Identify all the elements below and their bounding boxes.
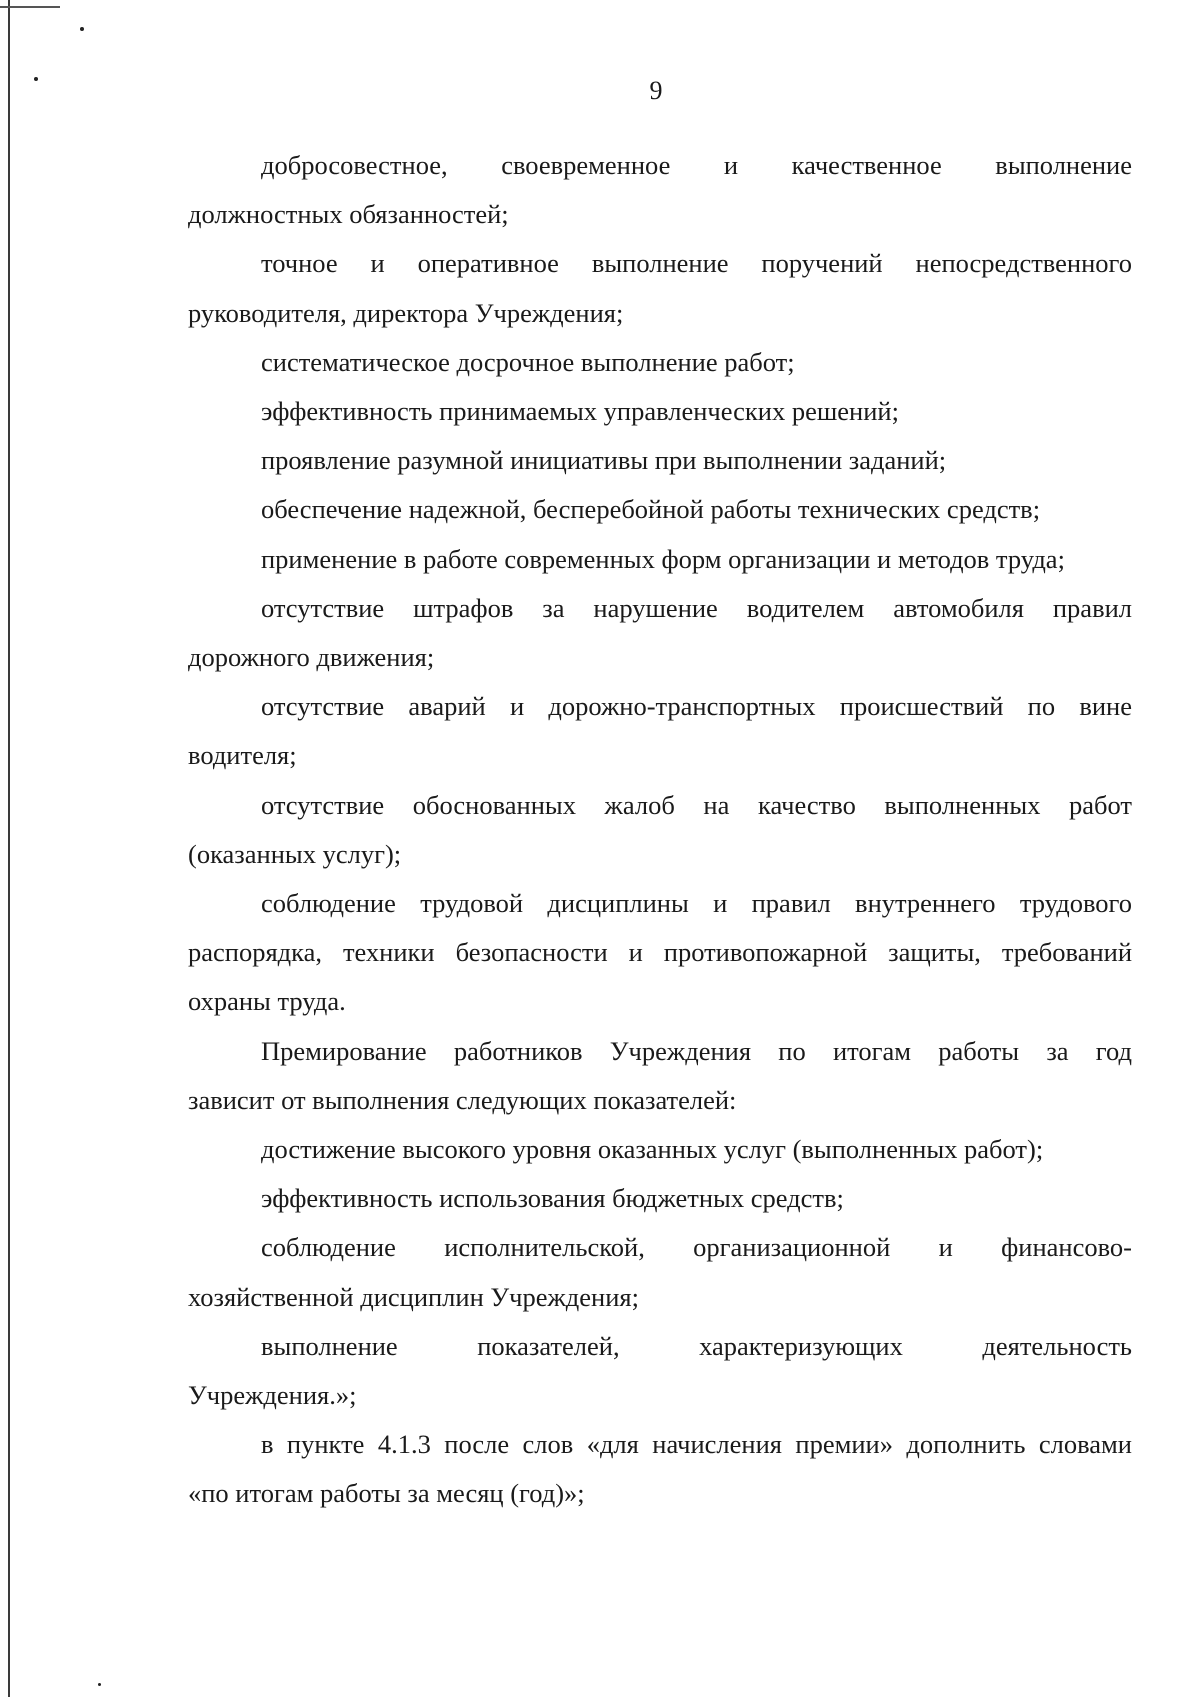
scan-top-mark: [0, 6, 60, 8]
paragraph-first-line: применение в работе современных форм организации и методов труда;: [261, 543, 1065, 574]
paragraph-first-line: отсутствие обоснованных жалоб на качество выполненных работ: [261, 789, 1132, 820]
paragraph-first-line: эффективность использования бюджетных средств;: [261, 1183, 844, 1214]
paragraph-continuation-line: (оказанных услуг);: [188, 838, 402, 869]
paragraph-first-line: отсутствие штрафов за нарушение водителем автомобиля правил: [261, 592, 1132, 623]
paragraph-first-line: систематическое досрочное выполнение работ;: [261, 346, 795, 377]
paragraph-first-line: отсутствие аварий и дорожно-транспортных происшествий по вине: [261, 691, 1132, 722]
paragraph-first-line: точное и оперативное выполнение поручений непосредственного: [261, 248, 1132, 279]
paragraph-first-line: Премирование работников Учреждения по итогам работы за год: [261, 1035, 1132, 1066]
paragraph-continuation-line: Учреждения.»;: [188, 1380, 357, 1411]
paragraph-continuation-line: должностных обязанностей;: [188, 199, 509, 230]
paragraph-first-line: выполнение показателей, характеризующих деятельность: [261, 1330, 1132, 1361]
paragraph-continuation-line: охраны труда.: [188, 986, 346, 1017]
scan-speck: [98, 1683, 101, 1686]
paragraph-continuation-line: зависит от выполнения следующих показателей:: [188, 1084, 737, 1115]
paragraph-continuation-line: дорожного движения;: [188, 642, 435, 673]
paragraph-first-line: обеспечение надежной, бесперебойной работы технических средств;: [261, 494, 1041, 525]
paragraph-first-line: в пункте 4.1.3 после слов «для начисления премии» дополнить словами: [261, 1429, 1132, 1460]
paragraph-first-line: эффективность принимаемых управленческих решений;: [261, 396, 899, 427]
paragraph-continuation-line: «по итогам работы за месяц (год)»;: [188, 1478, 585, 1509]
paragraph-first-line: соблюдение трудовой дисциплины и правил внутреннего трудового: [261, 888, 1132, 919]
scan-speck: [80, 27, 84, 31]
page-number: 9: [649, 76, 663, 105]
paragraph-first-line: соблюдение исполнительской, организационной и финансово-: [261, 1232, 1132, 1263]
paragraph-first-line: добросовестное, своевременное и качественное выполнение: [261, 150, 1132, 180]
document-body: [188, 141, 1132, 1519]
paragraph-continuation-line: руководителя, директора Учреждения;: [188, 297, 624, 328]
paragraph-first-line: достижение высокого уровня оказанных услуг (выполненных работ);: [261, 1134, 1044, 1165]
paragraph-first-line: проявление разумной инициативы при выполнении заданий;: [261, 445, 947, 476]
paragraph-continuation-line: распорядка, техники безопасности и противопожарной защиты, требований: [188, 937, 1132, 968]
paragraph-continuation-line: водителя;: [188, 740, 297, 771]
paragraph-continuation-line: хозяйственной дисциплин Учреждения;: [188, 1281, 639, 1312]
scan-left-edge: [8, 0, 10, 1697]
